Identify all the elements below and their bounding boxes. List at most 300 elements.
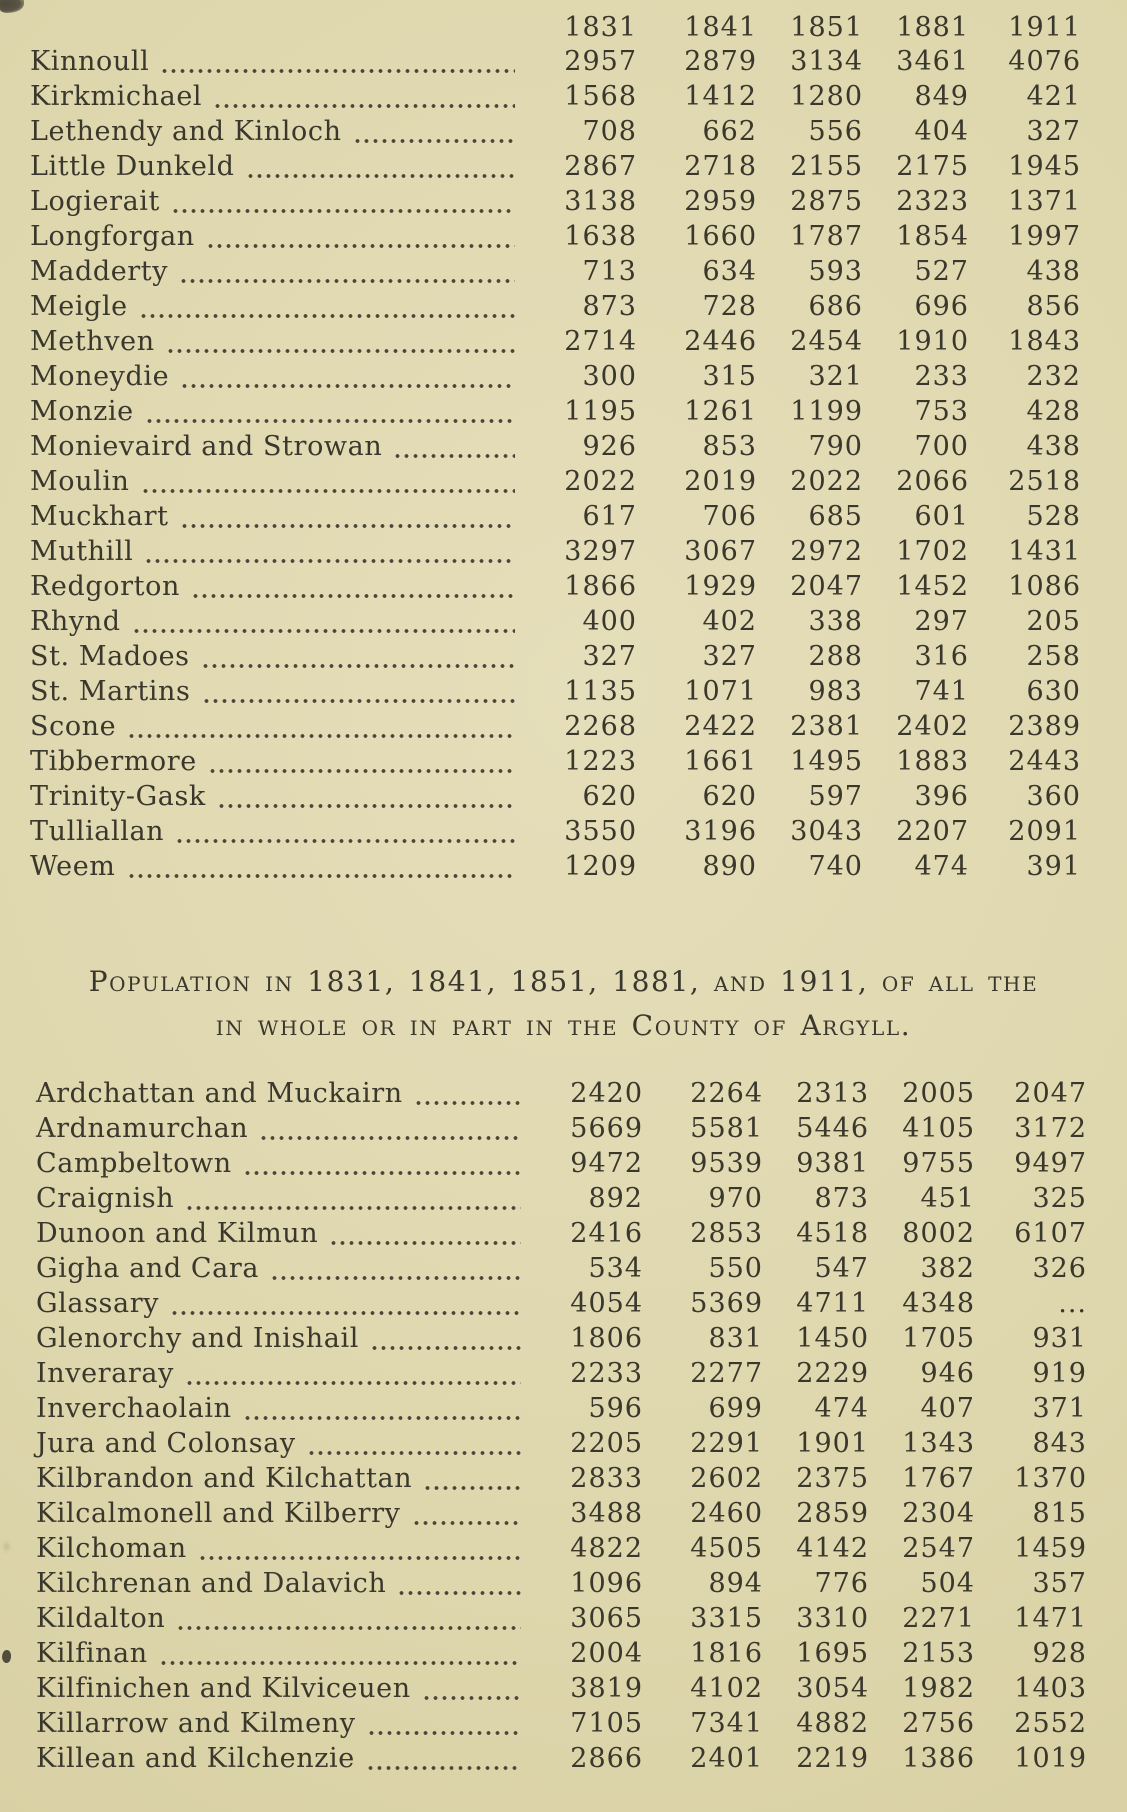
population-value: 2091: [1008, 816, 1081, 847]
table-row: [36, 1498, 1087, 1533]
dot-leader: [257, 1113, 521, 1148]
population-value: 2022: [790, 466, 863, 497]
heading-line-1: Population in 1831, 1841, 1851, 1881, and 1911, of all the: [88, 965, 1039, 998]
population-value: 892: [588, 1183, 643, 1214]
dot-leader: [125, 851, 515, 886]
parish-name: Methven: [30, 326, 155, 357]
population-value: 2446: [684, 326, 757, 357]
population-value: 1135: [564, 676, 637, 707]
table-row: [36, 1183, 1087, 1218]
population-value: 728: [702, 291, 757, 322]
population-value: 2718: [684, 151, 757, 182]
year-header: 1911: [1008, 12, 1081, 43]
parish-name: Killean and Kilchenzie: [36, 1743, 355, 1774]
parish-name: Ardchattan and Muckairn: [36, 1078, 403, 1109]
population-value: 4711: [796, 1288, 869, 1319]
population-value: 3819: [570, 1673, 643, 1704]
dot-leader: [164, 326, 515, 361]
population-value: 2271: [902, 1603, 975, 1634]
population-value: 634: [702, 256, 757, 287]
population-value: 686: [808, 291, 863, 322]
table-row: [30, 571, 1081, 606]
population-value: 2420: [570, 1078, 643, 1109]
population-value: 1495: [790, 746, 863, 777]
margin-speck-artifact: [2, 1650, 11, 1663]
population-value: 556: [808, 116, 863, 147]
population-value: 1866: [564, 571, 637, 602]
population-value: 2552: [1014, 1708, 1087, 1739]
population-value: 2153: [902, 1638, 975, 1669]
population-value: 1910: [896, 326, 969, 357]
population-value: 1816: [690, 1638, 763, 1669]
population-value: 233: [914, 361, 969, 392]
table-row: [36, 1393, 1087, 1428]
population-value: 856: [1026, 291, 1081, 322]
population-value: 2323: [896, 186, 969, 217]
population-value: 699: [708, 1393, 763, 1424]
population-value: 407: [920, 1393, 975, 1424]
population-value: 2264: [690, 1078, 763, 1109]
population-value: 232: [1026, 361, 1081, 392]
table-row: [30, 641, 1081, 676]
table-row: [30, 711, 1081, 746]
parish-name: Kilbrandon and Kilchattan: [36, 1463, 413, 1494]
population-value: 2518: [1008, 466, 1081, 497]
population-value: 2859: [796, 1498, 869, 1529]
dot-leader: [178, 501, 515, 536]
population-value: 4348: [902, 1288, 975, 1319]
population-value: 402: [702, 606, 757, 637]
dot-leader: [139, 466, 515, 501]
table-row: [30, 676, 1081, 711]
population-value: 1261: [684, 396, 757, 427]
population-value: 685: [808, 501, 863, 532]
table-row: [30, 221, 1081, 256]
table-row: [36, 1568, 1087, 1603]
population-value: 2833: [570, 1463, 643, 1494]
population-value: 620: [582, 781, 637, 812]
parish-name: Inverchaolain: [36, 1393, 232, 1424]
argyll-population-table: [0, 1078, 1127, 1778]
dot-leader: [178, 361, 515, 396]
dot-leader: [327, 1218, 521, 1253]
population-value: 3297: [564, 536, 637, 567]
population-value: 3067: [684, 536, 757, 567]
dot-leader: [365, 1708, 521, 1743]
table-row: [30, 116, 1081, 151]
parish-name: Meigle: [30, 291, 128, 322]
parish-name: Kilcalmonell and Kilberry: [36, 1498, 401, 1529]
population-value: 1982: [902, 1673, 975, 1704]
population-value: 504: [920, 1568, 975, 1599]
population-value: 1371: [1008, 186, 1081, 217]
population-value: 2957: [564, 46, 637, 77]
population-value: 528: [1026, 501, 1081, 532]
table-row: [36, 1533, 1087, 1568]
population-value: 2416: [570, 1218, 643, 1249]
table-row: [36, 1603, 1087, 1638]
population-value: 1843: [1008, 326, 1081, 357]
population-value: 2381: [790, 711, 863, 742]
table-row: [36, 1113, 1087, 1148]
population-value: 1660: [684, 221, 757, 252]
population-value: 1901: [796, 1428, 869, 1459]
population-value: 849: [914, 81, 969, 112]
population-value: 1450: [796, 1323, 869, 1354]
population-value: 630: [1026, 676, 1081, 707]
population-value: 297: [914, 606, 969, 637]
population-value: 1403: [1014, 1673, 1087, 1704]
parish-name: Kilfinan: [36, 1638, 148, 1669]
population-value: 2233: [570, 1358, 643, 1389]
population-value: 2867: [564, 151, 637, 182]
population-value: 740: [808, 851, 863, 882]
population-value: 713: [582, 256, 637, 287]
table-row: [30, 186, 1081, 221]
parish-name: Dunoon and Kilmun: [36, 1218, 319, 1249]
population-value: 2175: [896, 151, 969, 182]
population-value: 919: [1032, 1358, 1087, 1389]
parish-name: Glenorchy and Inishail: [36, 1323, 359, 1354]
population-value: 327: [702, 641, 757, 672]
population-value: 205: [1026, 606, 1081, 637]
population-value: 382: [920, 1253, 975, 1284]
dot-leader: [177, 256, 515, 291]
population-value: 1199: [790, 396, 863, 427]
population-value: 1854: [896, 221, 969, 252]
population-value: 1945: [1008, 151, 1081, 182]
population-value: 1431: [1008, 536, 1081, 567]
population-value: 338: [808, 606, 863, 637]
population-value: 2155: [790, 151, 863, 182]
population-value: 327: [1026, 116, 1081, 147]
population-value: 357: [1032, 1568, 1087, 1599]
parish-name: Craignish: [36, 1183, 175, 1214]
year-header: 1831: [564, 12, 637, 43]
population-value: 2304: [902, 1498, 975, 1529]
table-row: [36, 1708, 1087, 1743]
dot-leader: [183, 1358, 521, 1393]
population-value: ...: [1058, 1288, 1087, 1319]
dot-leader: [173, 816, 515, 851]
heading-line-2: in whole or in part in the County of Argyll.: [215, 1009, 912, 1042]
population-value: 593: [808, 256, 863, 287]
population-value: 1702: [896, 536, 969, 567]
population-value: 258: [1026, 641, 1081, 672]
population-value: 7105: [570, 1708, 643, 1739]
population-value: 2047: [1014, 1078, 1087, 1109]
table-row: [36, 1148, 1087, 1183]
dot-leader: [204, 221, 515, 256]
parish-name: Madderty: [30, 256, 169, 287]
population-value: 474: [814, 1393, 869, 1424]
table-row: [36, 1358, 1087, 1393]
population-value: 360: [1026, 781, 1081, 812]
dot-leader: [420, 1673, 521, 1708]
table-row: [36, 1428, 1087, 1463]
population-value: 741: [914, 676, 969, 707]
population-value: 371: [1032, 1393, 1087, 1424]
parish-name: Inveraray: [36, 1358, 174, 1389]
population-value: 8002: [902, 1218, 975, 1249]
population-value: 6107: [1014, 1218, 1087, 1249]
dot-leader: [196, 1533, 521, 1568]
table-row: [30, 606, 1081, 641]
dot-leader: [189, 571, 515, 606]
population-value: 928: [1032, 1638, 1087, 1669]
population-value: 3550: [564, 816, 637, 847]
population-value: 3043: [790, 816, 863, 847]
dot-leader: [244, 151, 515, 186]
parish-name: Campbeltown: [36, 1148, 232, 1179]
population-value: 1280: [790, 81, 863, 112]
parish-name: Kilchrenan and Dalavich: [36, 1568, 387, 1599]
population-value: 2602: [690, 1463, 763, 1494]
parish-name: Little Dunkeld: [30, 151, 235, 182]
parish-name: Tibbermore: [30, 746, 197, 777]
population-value: 2879: [684, 46, 757, 77]
dot-leader: [268, 1253, 521, 1288]
parish-name: Killarrow and Kilmeny: [36, 1708, 356, 1739]
dot-leader: [125, 711, 515, 746]
dot-leader: [143, 396, 515, 431]
population-value: 325: [1032, 1183, 1087, 1214]
table-row: [30, 501, 1081, 536]
population-value: 3196: [684, 816, 757, 847]
population-value: 873: [814, 1183, 869, 1214]
population-value: 1452: [896, 571, 969, 602]
perthshire-population-table: [0, 0, 1127, 886]
population-value: 4054: [570, 1288, 643, 1319]
parish-name: Kilfinichen and Kilviceuen: [36, 1673, 411, 1704]
parish-name: Ardnamurchan: [36, 1113, 249, 1144]
population-value: 7341: [690, 1708, 763, 1739]
table-row: [30, 851, 1081, 886]
table-row: [30, 746, 1081, 781]
population-value: 596: [588, 1393, 643, 1424]
dot-leader: [395, 1568, 521, 1603]
population-value: 288: [808, 641, 863, 672]
population-value: 1883: [896, 746, 969, 777]
parish-name: Tulliallan: [30, 816, 165, 847]
year-header-row: [30, 0, 1081, 46]
population-value: 3054: [796, 1673, 869, 1704]
population-value: 3134: [790, 46, 863, 77]
population-value: 1767: [902, 1463, 975, 1494]
population-value: 3065: [570, 1603, 643, 1634]
population-value: 527: [914, 256, 969, 287]
parish-name: Kirkmichael: [30, 81, 203, 112]
population-value: 4102: [690, 1673, 763, 1704]
dot-leader: [157, 1638, 521, 1673]
population-value: 2229: [796, 1358, 869, 1389]
parish-name: Kildalton: [36, 1603, 166, 1634]
population-value: 2756: [902, 1708, 975, 1739]
population-value: 2547: [902, 1533, 975, 1564]
dot-leader: [142, 536, 515, 571]
dot-leader: [200, 676, 516, 711]
population-value: 1929: [684, 571, 757, 602]
table-row: [36, 1743, 1087, 1778]
population-value: 438: [1026, 256, 1081, 287]
population-value: 9472: [570, 1148, 643, 1179]
population-value: 2207: [896, 816, 969, 847]
population-value: 1787: [790, 221, 863, 252]
population-value: 3461: [896, 46, 969, 77]
population-value: 396: [914, 781, 969, 812]
population-value: 547: [814, 1253, 869, 1284]
population-value: 926: [582, 431, 637, 462]
table-row: [36, 1288, 1087, 1323]
population-value: 1705: [902, 1323, 975, 1354]
dot-leader: [168, 1288, 521, 1323]
argyll-table-rows: [36, 1078, 1087, 1778]
parish-name: Glassary: [36, 1288, 160, 1319]
population-value: 2047: [790, 571, 863, 602]
population-value: 2268: [564, 711, 637, 742]
population-value: 1343: [902, 1428, 975, 1459]
population-value: 2866: [570, 1743, 643, 1774]
table-row: [30, 361, 1081, 396]
population-value: 2714: [564, 326, 637, 357]
argyll-section-heading: [0, 960, 1127, 1048]
population-value: 300: [582, 361, 637, 392]
population-value: 843: [1032, 1428, 1087, 1459]
parish-name: Scone: [30, 711, 117, 742]
population-value: 601: [914, 501, 969, 532]
population-value: 9539: [690, 1148, 763, 1179]
parish-name: Monievaird and Strowan: [30, 431, 383, 462]
population-value: 2019: [684, 466, 757, 497]
population-value: 4822: [570, 1533, 643, 1564]
table-row: [36, 1463, 1087, 1498]
population-value: 1209: [564, 851, 637, 882]
population-value: 1019: [1014, 1743, 1087, 1774]
population-value: 2853: [690, 1218, 763, 1249]
population-value: 2375: [796, 1463, 869, 1494]
population-value: 2875: [790, 186, 863, 217]
dot-leader: [412, 1078, 521, 1113]
year-header: 1881: [896, 12, 969, 43]
population-value: 4505: [690, 1533, 763, 1564]
population-value: 2460: [690, 1498, 763, 1529]
population-value: 706: [702, 501, 757, 532]
population-value: 550: [708, 1253, 763, 1284]
parish-name: Moneydie: [30, 361, 170, 392]
population-value: 831: [708, 1323, 763, 1354]
table-row: [36, 1638, 1087, 1673]
population-value: 2422: [684, 711, 757, 742]
parish-name: Redgorton: [30, 571, 180, 602]
dot-leader: [174, 1603, 521, 1638]
dot-leader: [183, 1183, 521, 1218]
table-row: [36, 1078, 1087, 1113]
population-value: 3315: [690, 1603, 763, 1634]
population-value: 421: [1026, 81, 1081, 112]
population-value: 1568: [564, 81, 637, 112]
table-row: [30, 466, 1081, 501]
parish-name: Moulin: [30, 466, 130, 497]
population-value: 428: [1026, 396, 1081, 427]
dot-leader: [199, 641, 515, 676]
population-value: 438: [1026, 431, 1081, 462]
population-value: 700: [914, 431, 969, 462]
population-value: 853: [702, 431, 757, 462]
table-row: [30, 326, 1081, 361]
perth-table-rows: [30, 46, 1081, 886]
dot-leader: [241, 1148, 521, 1183]
population-value: 890: [702, 851, 757, 882]
population-value: 2443: [1008, 746, 1081, 777]
population-value: 617: [582, 501, 637, 532]
parish-name: Muthill: [30, 536, 134, 567]
parish-name: St. Madoes: [30, 641, 190, 672]
year-header: 1841: [684, 12, 757, 43]
population-value: 2205: [570, 1428, 643, 1459]
population-value: 931: [1032, 1323, 1087, 1354]
population-value: 9755: [902, 1148, 975, 1179]
population-value: 1806: [570, 1323, 643, 1354]
population-value: 1638: [564, 221, 637, 252]
population-value: 326: [1032, 1253, 1087, 1284]
parish-name: Gigha and Cara: [36, 1253, 260, 1284]
table-row: [30, 781, 1081, 816]
population-value: 5369: [690, 1288, 763, 1319]
population-value: 1459: [1014, 1533, 1087, 1564]
population-value: 3172: [1014, 1113, 1087, 1144]
population-value: 983: [808, 676, 863, 707]
population-value: 327: [582, 641, 637, 672]
parish-name: Kinnoull: [30, 46, 150, 77]
population-value: 2291: [690, 1428, 763, 1459]
population-value: 1471: [1014, 1603, 1087, 1634]
population-value: 321: [808, 361, 863, 392]
population-value: 4882: [796, 1708, 869, 1739]
population-value: 1695: [796, 1638, 869, 1669]
dot-leader: [421, 1463, 521, 1498]
population-value: 708: [582, 116, 637, 147]
population-value: 1071: [684, 676, 757, 707]
parish-name: Weem: [30, 851, 116, 882]
population-value: 2401: [690, 1743, 763, 1774]
population-value: 2219: [796, 1743, 869, 1774]
population-value: 2972: [790, 536, 863, 567]
population-value: 451: [920, 1183, 975, 1214]
parish-name: St. Martins: [30, 676, 191, 707]
population-value: 534: [588, 1253, 643, 1284]
population-value: 2005: [902, 1078, 975, 1109]
population-value: 2022: [564, 466, 637, 497]
population-value: 2277: [690, 1358, 763, 1389]
table-row: [36, 1673, 1087, 1708]
dot-leader: [169, 186, 515, 221]
population-value: 3310: [796, 1603, 869, 1634]
population-value: 404: [914, 116, 969, 147]
dot-leader: [215, 781, 515, 816]
population-value: 776: [814, 1568, 869, 1599]
dot-leader: [391, 431, 515, 466]
population-value: 970: [708, 1183, 763, 1214]
population-value: 1223: [564, 746, 637, 777]
population-value: 2066: [896, 466, 969, 497]
table-row: [30, 291, 1081, 326]
year-header: 1851: [790, 12, 863, 43]
parish-name: Muckhart: [30, 501, 169, 532]
population-value: 391: [1026, 851, 1081, 882]
population-value: 753: [914, 396, 969, 427]
table-row: [30, 536, 1081, 571]
population-value: 815: [1032, 1498, 1087, 1529]
